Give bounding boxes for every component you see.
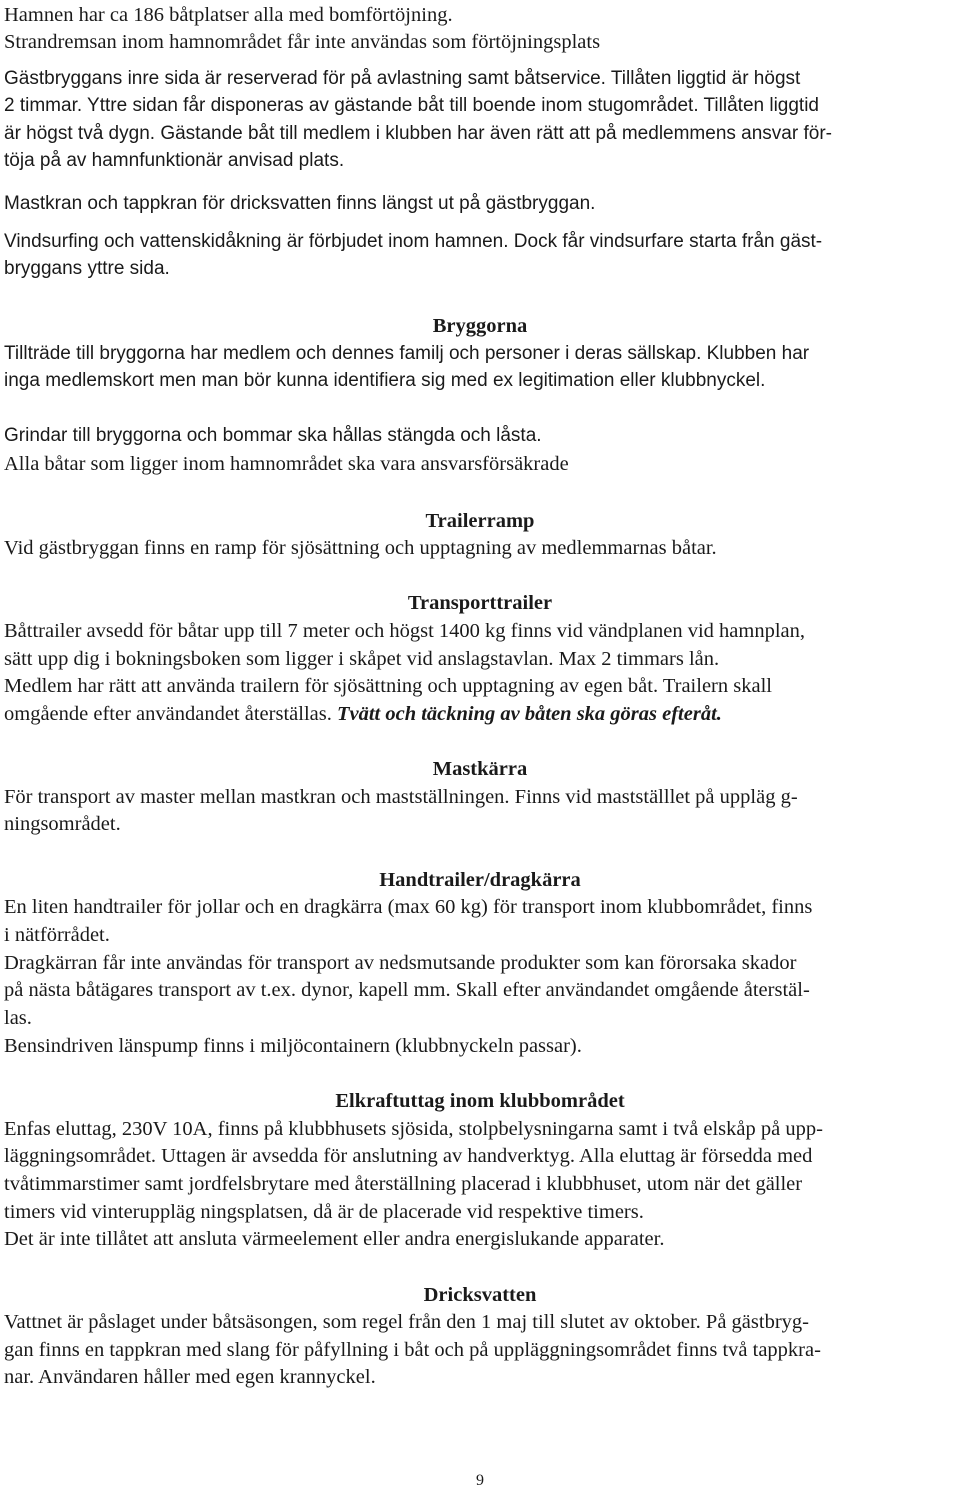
- text-line: tvåtimmarstimer samt jordfelsbrytare med återställning placerad i klubbhuset, utom när det gäller: [4, 1173, 803, 1195]
- text-line: las.: [4, 1007, 32, 1029]
- emphasis-text: Tvätt och täckning av båten ska göras efteråt.: [336, 703, 722, 725]
- text-line: timers vid vinteruppläg ningsplatsen, då är de placerade vid respektive timers.: [4, 1201, 644, 1223]
- text-span: omgående efter användandet återställas.: [4, 703, 337, 725]
- text-line: Båttrailer avsedd för båtar upp till 7 meter och högst 1400 kg finns vid vändplanen vid hamnplan,: [4, 620, 806, 642]
- text-line: i nätförrådet.: [4, 924, 110, 946]
- page-number: 9: [476, 1472, 484, 1489]
- text-line: Vindsurfing och vattenskidåkning är förbjudet inom hamnen. Dock får vindsurfare starta från gäst-: [4, 231, 823, 252]
- text-line: Hamnen har ca 186 båtplatser alla med bomförtöjning.: [4, 4, 453, 26]
- text-line: ningsområdet.: [4, 813, 121, 835]
- text-line: läggningsområdet. Uttagen är avsedda för anslutning av handverktyg. Alla eluttag är försedda med: [4, 1145, 813, 1167]
- text-line: Medlem har rätt att använda trailern för sjösättning och upptagning av egen båt. Trailern skall: [4, 675, 772, 697]
- text-line: För transport av master mellan mastkran och mastställningen. Finns vid mastställlet på uppläg g-: [4, 786, 798, 808]
- text-line: töja på av hamnfunktionär anvisad plats.: [4, 150, 345, 171]
- section-heading-trailerramp: Trailerramp: [425, 510, 535, 532]
- text-line: Grindar till bryggorna och bommar ska hållas stängda och låsta.: [4, 425, 542, 446]
- text-line: [4, 701, 722, 727]
- text-line: nar. Användaren håller med egen krannyckel.: [4, 1366, 376, 1388]
- text-line: 2 timmar. Yttre sidan får disponeras av gästande båt till boende inom stugområdet. Tillåten liggtid: [4, 95, 819, 116]
- text-line: Enfas eluttag, 230V 10A, finns på klubbhusets sjösida, stolpbelysningarna samt i två elskåp på upp-: [4, 1118, 823, 1140]
- section-heading-handtrailer: Handtrailer/dragkärra: [379, 869, 581, 891]
- text-line: Vattnet är påslaget under båtsäsongen, som regel från den 1 maj till slutet av oktober. På gästbryg-: [4, 1311, 809, 1333]
- text-line: Alla båtar som ligger inom hamnområdet ska vara ansvarsförsäkrade: [4, 453, 569, 475]
- section-heading-mastkarra: Mastkärra: [432, 758, 528, 780]
- text-line: Dragkärran får inte användas för transport av nedsmutsande produkter som kan förorsaka skador: [4, 952, 797, 974]
- text-line: Strandremsan inom hamnområdet får inte användas som förtöjningsplats: [4, 31, 601, 53]
- section-heading-elkraft: Elkraftuttag inom klubbområdet: [335, 1090, 625, 1112]
- text-line: Bensindriven länspump finns i miljöcontainern (klubbnyckeln passar).: [4, 1035, 582, 1057]
- text-line: är högst två dygn. Gästande båt till medlem i klubben har även rätt att på medlemmens ansvar för-: [4, 123, 832, 144]
- text-line: Tillträde till bryggorna har medlem och dennes familj och personer i deras sällskap. Klubben har: [4, 343, 810, 364]
- text-line: Det är inte tillåtet att ansluta värmeelement eller andra energislukande apparater.: [4, 1228, 665, 1250]
- text-line: på nästa båtägares transport av t.ex. dynor, kapell mm. Skall efter användandet omgående återstäl-: [4, 979, 810, 1001]
- section-heading-dricksvatten: Dricksvatten: [423, 1284, 537, 1306]
- text-line: Gästbryggans inre sida är reserverad för på avlastning samt båtservice. Tillåten liggtid är högst: [4, 68, 801, 89]
- text-line: gan finns en tappkran med slang för påfyllning i båt och på uppläggningsområdet finns två tappkra-: [4, 1339, 821, 1361]
- section-heading-transporttrailer: Transporttrailer: [407, 592, 553, 614]
- text-line: Mastkran och tappkran för dricksvatten finns längst ut på gästbryggan.: [4, 193, 596, 214]
- text-line: inga medlemskort men man bör kunna identifiera sig med ex legitimation eller klubbnyckel.: [4, 370, 766, 391]
- text-line: Vid gästbryggan finns en ramp för sjösättning och upptagning av medlemmarnas båtar.: [4, 537, 717, 559]
- section-heading-bryggorna: Bryggorna: [432, 315, 528, 337]
- text-line: En liten handtrailer för jollar och en dragkärra (max 60 kg) för transport inom klubbområdet, finns: [4, 896, 813, 918]
- text-line: bryggans yttre sida.: [4, 258, 170, 279]
- text-line: sätt upp dig i bokningsboken som ligger i skåpet vid anslagstavlan. Max 2 timmars lån.: [4, 648, 720, 670]
